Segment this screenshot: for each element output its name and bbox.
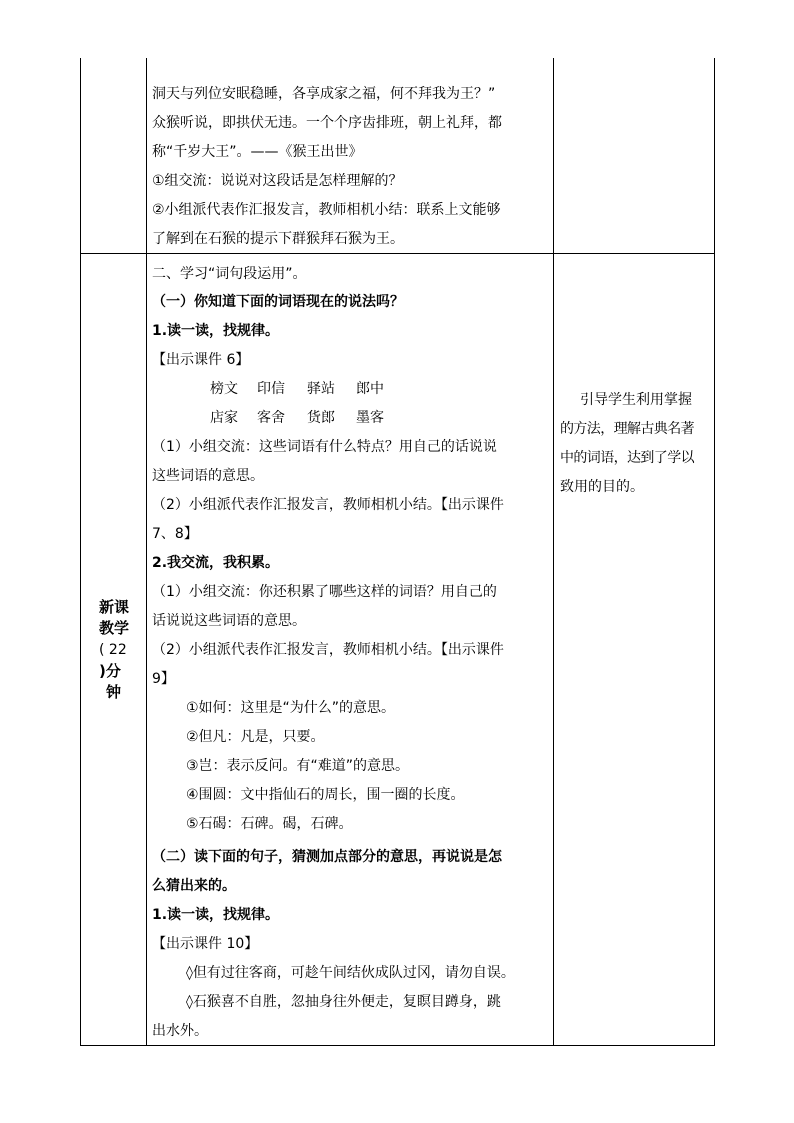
word-8: 墨客 xyxy=(356,410,384,426)
table-divider-col2 xyxy=(553,58,554,1046)
word-3: 驿站 xyxy=(307,381,335,397)
word-5: 店家 xyxy=(210,410,238,426)
top-line-6: 了解到在石猴的提示下群猴拜石猴为王。 xyxy=(152,231,404,247)
word-7: 货郎 xyxy=(307,410,335,426)
step-1: 1.读一读，找规律。 xyxy=(152,323,280,339)
courseware-6: 【出示课件 6】 xyxy=(152,352,250,368)
item-3-line-1: （1）小组交流：你还积累了哪些这样的词语？用自己的 xyxy=(152,584,497,600)
table-border-right xyxy=(714,58,715,1046)
right-line-3: 中的词语，达到了学以 xyxy=(560,450,694,466)
sentence-1: ◊但有过往客商，可趁午间结伙成队过冈，请勿自误。 xyxy=(186,965,515,981)
word-4: 郎中 xyxy=(356,381,384,397)
item-1-line-2: 这些词语的意思。 xyxy=(152,468,264,484)
definition-4: ④围圆：文中指仙石的周长，围一圈的长度。 xyxy=(186,787,465,803)
sub-heading-2-line-2: 么猜出来的。 xyxy=(152,878,236,894)
item-4-line-2: 9】 xyxy=(152,671,175,687)
word-1: 榜文 xyxy=(210,381,238,397)
table-divider-col1 xyxy=(146,58,147,1046)
main-heading: 二、学习“词句段运用”。 xyxy=(152,266,307,282)
top-line-1: 洞天与列位安眠稳睡，各享成家之福，何不拜我为王？” xyxy=(152,86,496,102)
top-line-5: ②小组派代表作汇报发言，教师相机小结：联系上文能够 xyxy=(152,202,501,218)
right-line-4: 致用的目的。 xyxy=(560,479,644,495)
courseware-10: 【出示课件 10】 xyxy=(152,936,259,952)
section-label-line-5: 钟 xyxy=(106,683,122,701)
section-label-line-1: 新课 xyxy=(99,598,130,616)
sub-heading-2-line-1: （二）读下面的句子，猜测加点部分的意思，再说说是怎 xyxy=(152,849,502,865)
definition-3: ③岂：表示反问。有“难道”的意思。 xyxy=(186,758,410,774)
definition-1: ①如何：这里是“为什么”的意思。 xyxy=(186,700,396,716)
section-label-line-4: )分 xyxy=(99,662,121,680)
table-row-divider xyxy=(80,253,715,254)
sentence-2-line-1: ◊石猴喜不自胜，忽抽身往外便走，复瞑目蹲身，跳 xyxy=(186,994,501,1010)
section-label-line-2: 教学 xyxy=(99,619,130,637)
right-line-2: 的方法，理解古典名著 xyxy=(560,421,694,437)
sentence-2-line-2: 出水外。 xyxy=(152,1023,208,1039)
right-line-1: 引导学生利用掌握 xyxy=(580,392,692,408)
sub-heading-1: （一）你知道下面的词语现在的说法吗？ xyxy=(152,294,404,310)
table-border-bottom xyxy=(80,1045,715,1046)
top-line-2: 众猴听说，即拱伏无违。一个个序齿排班，朝上礼拜，都 xyxy=(152,115,502,131)
top-line-4: ①组交流：说说对这段话是怎样理解的？ xyxy=(152,173,403,189)
item-2-line-1: （2）小组派代表作汇报发言，教师相机小结。【出示课件 xyxy=(152,497,504,513)
word-6: 客舍 xyxy=(257,410,285,426)
item-4-line-1: （2）小组派代表作汇报发言，教师相机小结。【出示课件 xyxy=(152,642,504,658)
item-2-line-2: 7、8】 xyxy=(152,526,198,542)
table-border-left xyxy=(80,58,81,1046)
step-3: 1.读一读，找规律。 xyxy=(152,907,280,923)
word-2: 印信 xyxy=(257,381,285,397)
section-label-line-3: ( 22 xyxy=(99,642,127,658)
step-2: 2.我交流，我积累。 xyxy=(152,555,280,571)
top-line-3: 称“千岁大王”。——《猴王出世》 xyxy=(152,144,363,160)
definition-2: ②但凡：凡是，只要。 xyxy=(186,729,325,745)
definition-5: ⑤石碣：石碑。碣，石碑。 xyxy=(186,816,353,832)
item-3-line-2: 话说说这些词语的意思。 xyxy=(152,613,306,629)
item-1-line-1: （1）小组交流：这些词语有什么特点？用自己的话说说 xyxy=(152,439,497,455)
